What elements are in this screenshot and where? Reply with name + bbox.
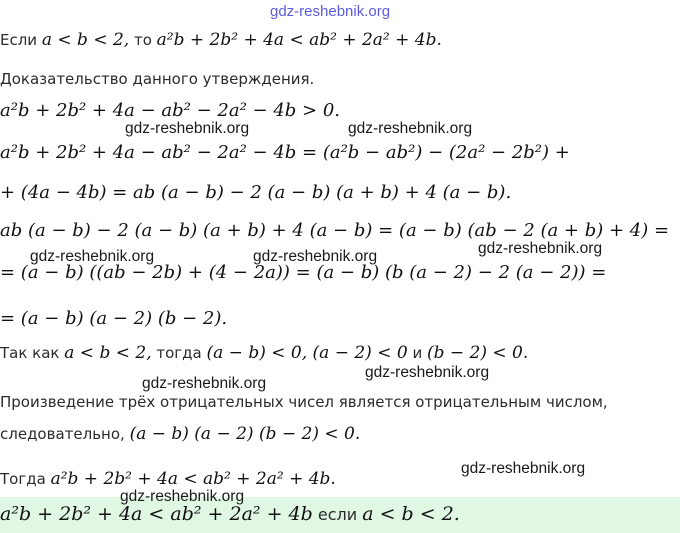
statement-line	[0, 30, 442, 50]
watermark-3: gdz-reshebnik.org	[30, 248, 155, 265]
proof-heading: Доказательство данного утверждения.	[0, 70, 315, 88]
answer-math-2: a < b < 2.	[362, 503, 460, 525]
watermark-6: gdz-reshebnik.org	[142, 375, 267, 392]
statement-math-2: a²b + 2b² + 4a < ab² + 2a² + 4b.	[156, 30, 442, 50]
since-math-3: (b − 2) < 0.	[426, 343, 529, 363]
since-line	[0, 343, 528, 363]
statement-text-2: то	[129, 31, 157, 49]
statement-text-1: Если	[0, 31, 42, 49]
then-math: a²b + 2b² + 4a < ab² + 2a² + 4b.	[50, 469, 336, 489]
math-line-7: = (a − b) ((ab − 2b) + (4 − 2a)) = (a − b) (b (a − 2) − 2 (a − 2)) =	[0, 262, 607, 283]
watermark-7: gdz-reshebnik.org	[365, 364, 490, 381]
watermark-1: gdz-reshebnik.org	[125, 120, 250, 137]
answer-text: если	[312, 505, 363, 524]
watermark-4: gdz-reshebnik.org	[253, 248, 378, 265]
watermark-8: gdz-reshebnik.org	[461, 460, 586, 477]
math-line-4: a²b + 2b² + 4a − ab² − 2a² − 4b = (a²b − ab²) − (2a² − 2b²) +	[0, 142, 570, 163]
math-line-3: a²b + 2b² + 4a − ab² − 2a² − 4b > 0.	[0, 100, 341, 121]
math-line-6: ab (a − b) − 2 (a − b) (a + b) + 4 (a − b) = (a − b) (ab − 2 (a + b) + 4) =	[0, 220, 670, 241]
watermark-9: gdz-reshebnik.org	[120, 488, 245, 505]
then-line	[0, 469, 336, 489]
watermark-5: gdz-reshebnik.org	[478, 240, 603, 257]
watermark-top: gdz-reshebnik.org	[270, 3, 391, 20]
therefore-text: следовательно,	[0, 425, 130, 443]
since-text-3: и	[407, 344, 427, 362]
answer-math-1: a²b + 2b² + 4a < ab² + 2a² + 4b	[0, 503, 313, 525]
therefore-math: (a − b) (a − 2) (b − 2) < 0.	[129, 424, 361, 444]
watermark-2: gdz-reshebnik.org	[348, 120, 473, 137]
since-math-2: (a − b) < 0, (a − 2) < 0	[206, 343, 408, 363]
answer-line	[0, 503, 460, 525]
then-text: Тогда	[0, 470, 51, 488]
therefore-line	[0, 424, 360, 444]
since-text-1: Так как	[0, 344, 65, 362]
math-line-8: = (a − b) (a − 2) (b − 2).	[0, 308, 228, 329]
since-text-2: тогда	[151, 344, 207, 362]
math-line-5: + (4a − 4b) = ab (a − b) − 2 (a − b) (a + b) + 4 (a − b).	[0, 182, 512, 203]
product-statement: Произведение трёх отрицательных чисел является отрицательным числом,	[0, 393, 608, 411]
since-math-1: a < b < 2,	[64, 343, 152, 363]
statement-math-1: a < b < 2,	[41, 30, 130, 50]
